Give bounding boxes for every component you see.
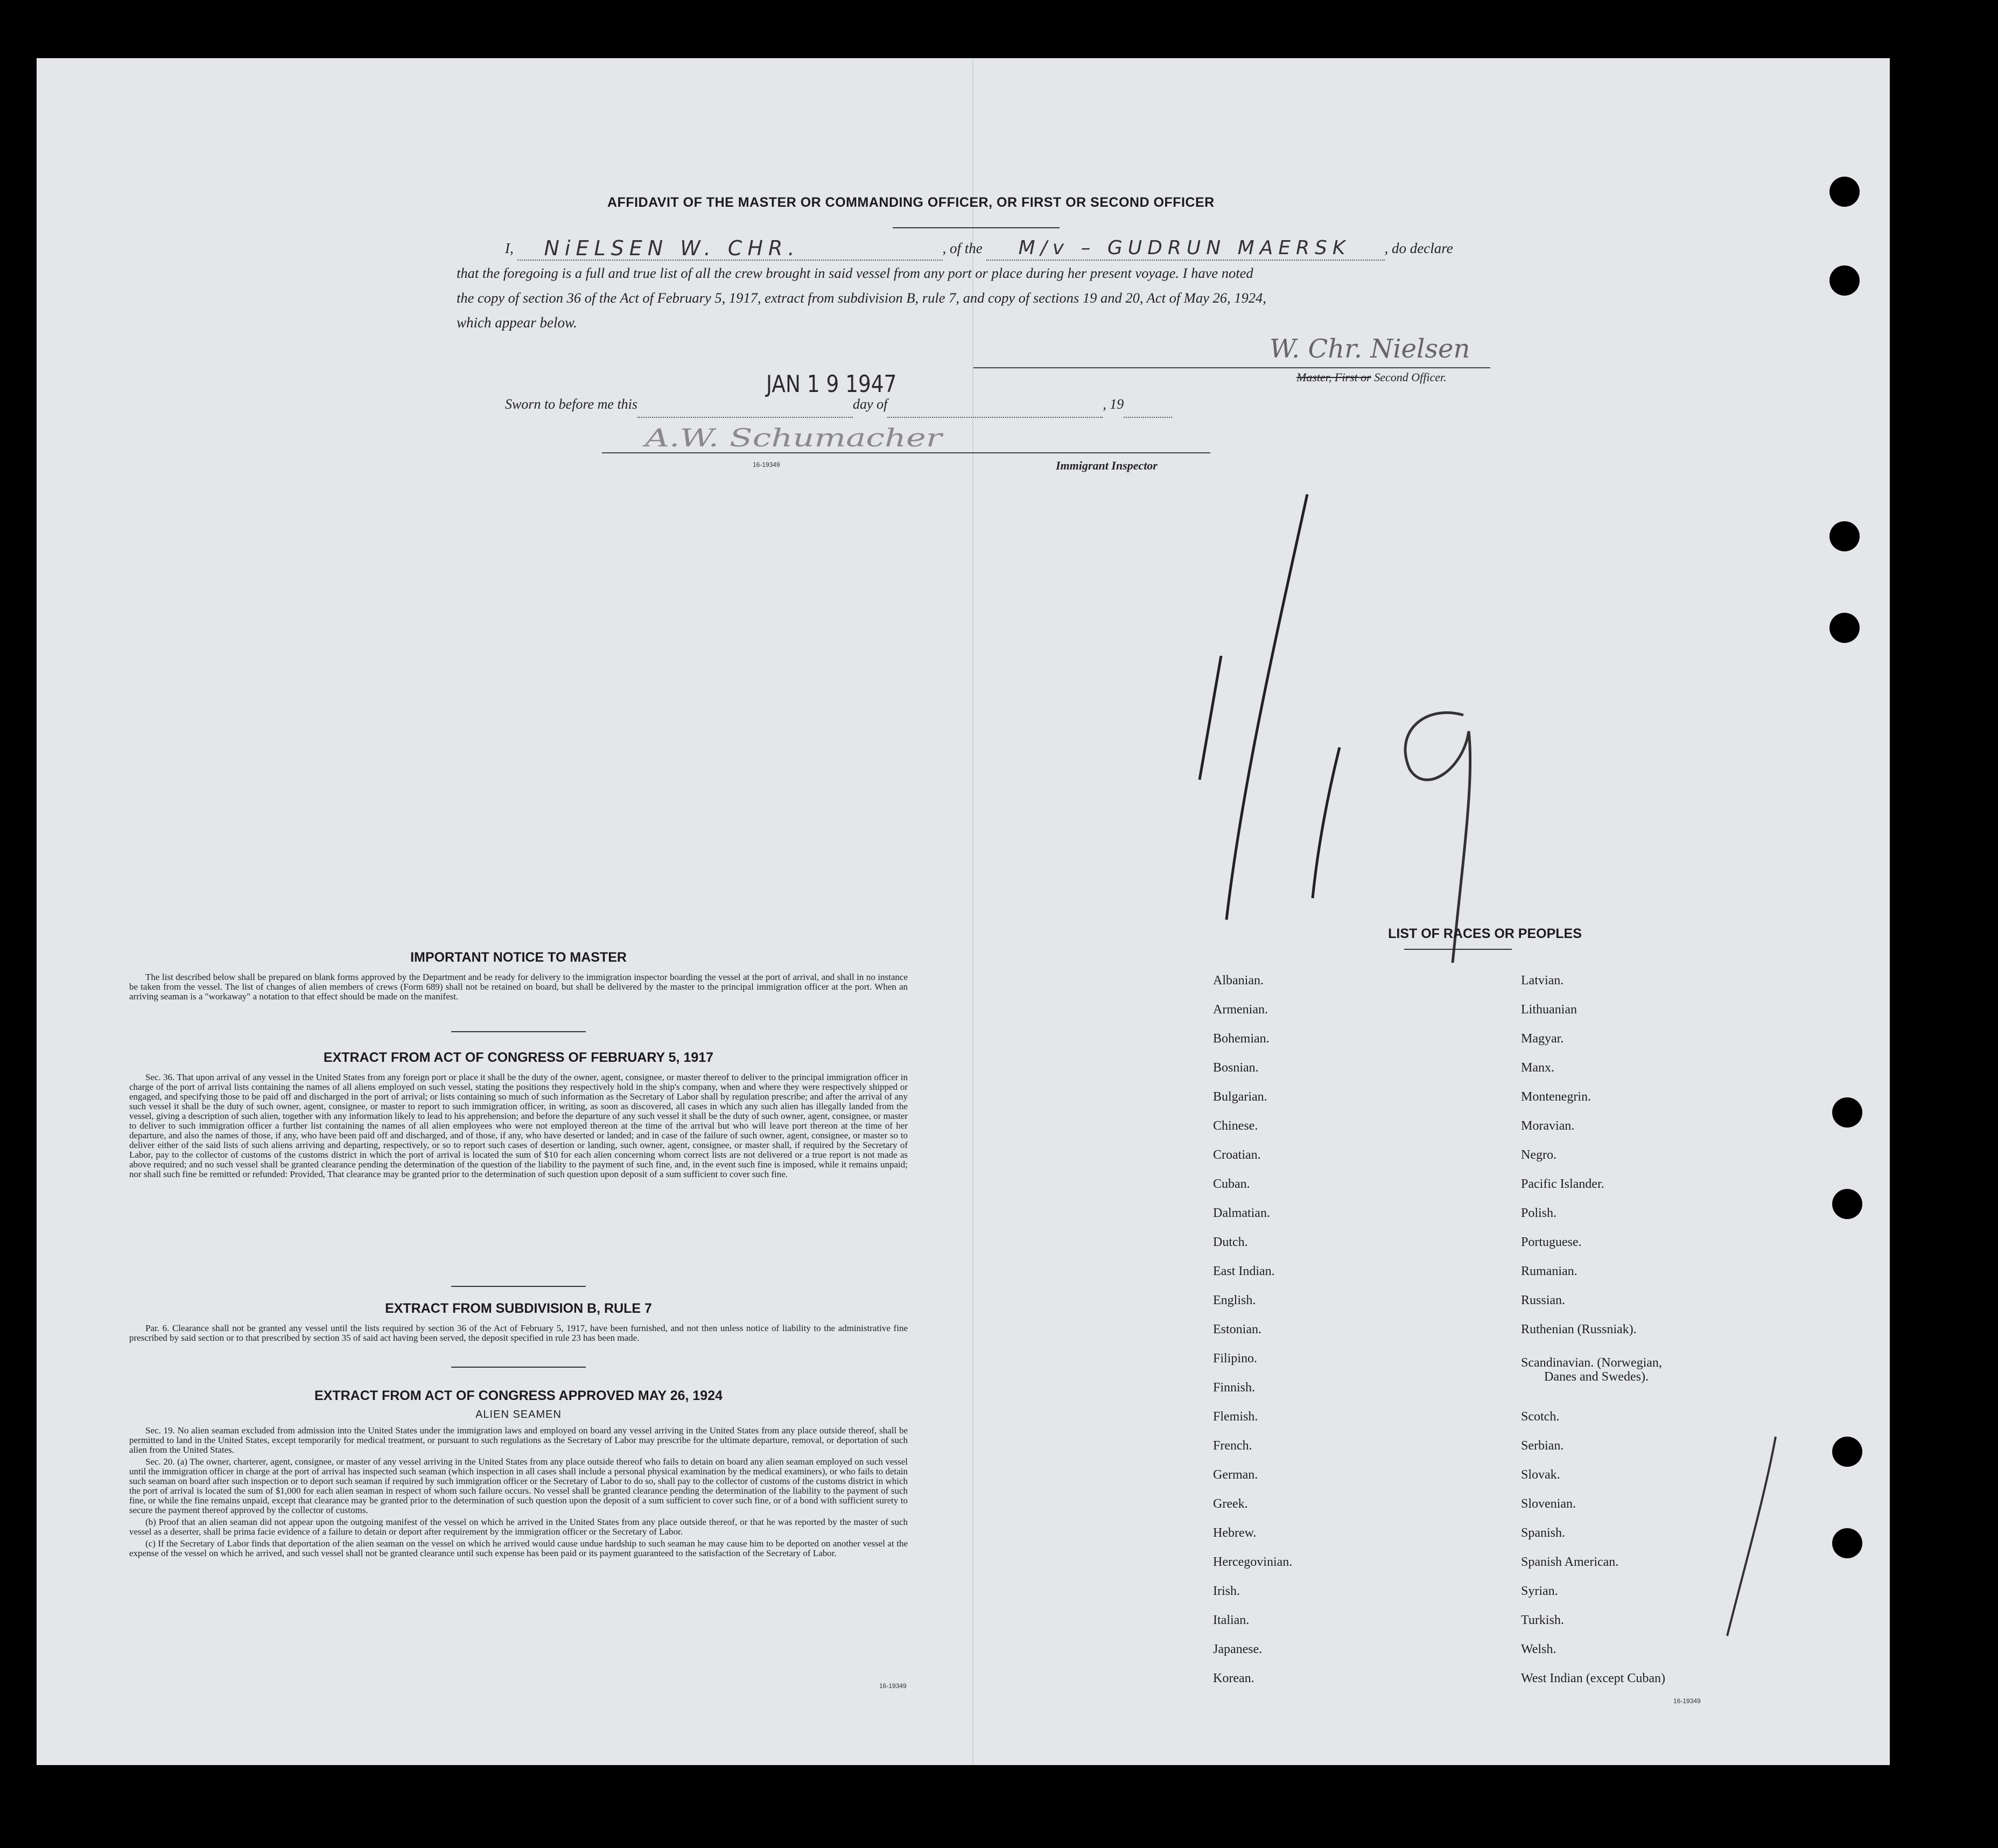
sec20c-paragraph: (c) If the Secretary of Labor finds that deportation of the alien seaman on the vessel on which he arrived would cause undue hardship to such seaman he may cause him to be deported on another vessel at the expense of the vessel on which he arrived, and such vessel shall not be granted clearance until such expense has been paid or its payment guaranteed to the satisfaction of the Secretary of Labor. (129, 1538, 908, 1558)
race-item: Flemish. (1213, 1410, 1258, 1424)
race-item: Magyar. (1521, 1032, 1564, 1046)
race-item: Portuguese. (1521, 1235, 1582, 1249)
master-caption-rest: Second Officer. (1374, 370, 1447, 384)
extract-1917-text (129, 1073, 908, 1181)
i-label: I, (505, 240, 514, 256)
punch-hole (1829, 177, 1860, 207)
race-item: Japanese. (1213, 1642, 1263, 1656)
sworn-year-label: , 19 (1103, 396, 1124, 412)
race-item: Spanish. (1521, 1526, 1566, 1540)
race-item: German. (1213, 1468, 1258, 1482)
race-item: Filipino. (1213, 1352, 1258, 1366)
race-item: Bulgarian. (1213, 1090, 1267, 1104)
race-item: Korean. (1213, 1671, 1254, 1685)
inspector-label: Immigrant Inspector (1056, 459, 1158, 472)
extract-1924-title: EXTRACT FROM ACT OF CONGRESS APPROVED MAY 26, 1924 (314, 1388, 723, 1403)
master-signature: W. Chr. Nielsen (1270, 334, 1470, 364)
right-form-number: 16-19349 (1673, 1697, 1701, 1705)
race-item: Hebrew. (1213, 1526, 1257, 1540)
race-item: Estonian. (1213, 1322, 1261, 1336)
rule7-text (129, 1324, 908, 1345)
sworn-line (505, 392, 1172, 418)
notice-title: IMPORTANT NOTICE TO MASTER (410, 950, 627, 965)
sworn-year-field (1124, 392, 1172, 418)
handwritten-stroke-bottom (1727, 1437, 1776, 1636)
rule7-title: EXTRACT FROM SUBDIVISION B, RULE 7 (385, 1301, 652, 1316)
left-form-number: 16-19349 (879, 1682, 907, 1690)
race-item: Montenegrin. (1521, 1090, 1591, 1104)
rule7-paragraph: Par. 6. Clearance shall not be granted any vessel until the lists required by section 36 of the Act of February 5, 1917, have been furnished, and not then unless notice of liability to the administrative fine prescribed by said section or to that prescribed by section 35 of said act having been served, the deposit specified in rule 23 has been made. (129, 1323, 908, 1343)
race-item: Slovak. (1521, 1468, 1560, 1482)
extract-1917-rule (451, 1286, 586, 1287)
vessel-name-field (986, 238, 1385, 261)
races-title: LIST OF RACES OR PEOPLES (1388, 926, 1582, 941)
handwritten-mark-svg (1146, 478, 1533, 963)
race-item: Dutch. (1213, 1235, 1248, 1249)
punch-hole (1832, 1528, 1862, 1558)
notice-paragraph: The list described below shall be prepared on blank forms approved by the Department and be ready for delivery to the immigration inspector boarding the vessel at the port of arrival, and shall in no instance be taken from the vessel. The list of changes of alien members of crews (Form 689) shall not be retained on board, but shall be delivered by the master to the principal immigration officer at the port. When an arriving seaman is a "workaway" a notation to that effect should be made on the manifest. (129, 972, 908, 1002)
race-item: Danes and Swedes). (1544, 1370, 1649, 1384)
race-item: Turkish. (1521, 1613, 1564, 1627)
vessel-name: M/v – GUDRUN MAERSK (1018, 237, 1351, 259)
race-item: Russian. (1521, 1293, 1566, 1307)
extract-1917-paragraph: Sec. 36. That upon arrival of any vessel in the United States from any foreign port or place it shall be the duty of the owner, agent, consignee, or master thereof to deliver to the principal immigration officer in charge of the port of arrival lists containing the names of all aliens employed on such vessel, stating the positions they respectively hold in the ship's company, when and where they were respectively shipped or engaged, and specifying those to be paid off and discharged in the port of arrival; or lists containing so much of such information as the Secretary of Labor shall by regulation prescribe; and after the arrival of any such vessel it shall be the duty of such owner, agent, consignee, or master to report to such immigration officer, in writing, as soon as discovered, all cases in which any such alien has illegally landed from the vessel, giving a description of such alien, together with any information likely to lead to his apprehension; and before the departure of any such vessel it shall be the duty of such owner, agent, consignee, or master to deliver to such immigration officer a further list containing the names of all alien employees who were not employed thereon at the time of the arrival but who will leave port thereon at the time of her departure, and also the names of those, if any, who have been paid off and discharged, and of those, if any, who have deserted or landed; and in case of the failure of such owner, agent, consignee, or master so to deliver either of the said lists of such aliens arriving and departing, respectively, or so to report such cases of desertion or landing, such owner, agent, consignee, or master shall, if required by the Secretary of Labor, pay to the collector of customs of the customs district in which the port of arrival is located the sum of $10 for each alien concerning whom correct lists are not delivered or a true report is not made as above required; and no such vessel shall be granted clearance pending the determination of the question of the liability to the payment of such fine, and, in the event such fine is imposed, while it remains unpaid; nor shall such fine be remitted or refunded: Provided, That clearance may be granted prior to the determination of such question upon deposit of a sum sufficient to cover such fine. (129, 1072, 908, 1179)
punch-hole (1829, 521, 1860, 551)
affidavit-form-number: 16-19349 (753, 461, 780, 468)
race-item: French. (1213, 1439, 1252, 1453)
sec20b-paragraph: (b) Proof that an alien seaman did not appear upon the outgoing manifest of the vessel on which he arrived in the United States from any place outside thereof, or that he was reported by the master of such vessel as a deserter, shall be prima facie evidence of a failure to detain or deport after requirement by the immigration officer or the Secretary of Labor. (129, 1517, 908, 1537)
sworn-day-field (637, 392, 853, 418)
handwritten-stroke-4a (1200, 656, 1221, 780)
race-item: Manx. (1521, 1061, 1554, 1075)
handwritten-stroke-1 (1313, 747, 1340, 898)
affidavit-title: AFFIDAVIT OF THE MASTER OR COMMANDING OFFICER, OR FIRST OR SECOND OFFICER (607, 195, 1215, 210)
sworn-day-label: day of (853, 396, 888, 412)
affidavit-line-4: which appear below. (457, 314, 577, 331)
race-item: Spanish American. (1521, 1555, 1619, 1569)
notice-text (129, 972, 908, 1004)
sec20a-paragraph: Sec. 20. (a) The owner, charterer, agent, consignee, or master of any vessel arriving in the United States from any place outside thereof who fails to detain on board any alien seaman employed on such vessel until the immigration officer in charge at the port of arrival has inspected such seaman (which inspection in all cases shall include a personal physical examination by the medical examiners), or who fails to detain such seaman on board after such inspection or to deport such seaman if required by such immigration officer or the Secretary of Labor to do so, shall pay to the collector of customs of the customs district in which the port of arrival is located the sum of $1,000 for each alien seaman in respect of whom such failure occurs. No vessel shall be granted clearance pending the determination of the liability to the payment of such fine, or while the fine remains unpaid, except that clearance may be granted prior to the determination of such question upon the deposit of a sum sufficient to cover such fine, or of a bond with sufficient surety to secure the payment thereof approved by the collector of customs. (129, 1457, 908, 1515)
race-item: West Indian (except Cuban) (1521, 1671, 1665, 1685)
title-rule (893, 227, 1060, 228)
race-item: East Indian. (1213, 1264, 1275, 1278)
race-item: Italian. (1213, 1613, 1250, 1627)
affidavit-line-2: that the foregoing is a full and true list of all the crew brought in said vessel from any port or place during her present voyage. I have noted (457, 265, 1253, 281)
extract-1917-title: EXTRACT FROM ACT OF CONGRESS OF FEBRUARY 5, 1917 (323, 1050, 714, 1065)
sec19-paragraph: Sec. 19. No alien seaman excluded from admission into the United States under the immigration laws and employed on board any vessel arriving in the United States from any place outside thereof, shall be permitted to land in the United States, except temporarily for medical treatment, or pursuant to such regulations as the Secretary of Labor may prescribe for the ultimate departure, removal, or deportation of such alien from the United States. (129, 1425, 908, 1455)
punch-hole (1829, 265, 1860, 296)
race-item: Irish. (1213, 1584, 1240, 1598)
do-declare-label: , do declare (1384, 240, 1453, 256)
punch-hole (1832, 1437, 1862, 1467)
races-rule (1404, 949, 1512, 950)
race-item: Ruthenian (Russniak). (1521, 1322, 1637, 1336)
officer-name-field (517, 238, 943, 261)
race-item: Bosnian. (1213, 1061, 1259, 1075)
master-signature-line (973, 367, 1490, 368)
race-item: Polish. (1521, 1206, 1557, 1220)
race-item: Scotch. (1521, 1410, 1560, 1424)
punch-hole (1832, 1097, 1862, 1128)
handwritten-stroke-9 (1405, 713, 1470, 963)
race-item: Pacific Islander. (1521, 1177, 1604, 1191)
race-item: Welsh. (1521, 1642, 1557, 1656)
master-caption (1296, 370, 1447, 384)
race-item: Latvian. (1521, 974, 1564, 988)
race-item: Albanian. (1213, 974, 1264, 988)
race-item: Moravian. (1521, 1119, 1575, 1133)
handwritten-stroke-svg (1722, 1431, 1786, 1647)
race-item: Serbian. (1521, 1439, 1564, 1453)
race-item: Bohemian. (1213, 1032, 1270, 1046)
race-item: Rumanian. (1521, 1264, 1578, 1278)
race-item: Syrian. (1521, 1584, 1558, 1598)
race-item: Scandinavian. (Norwegian, (1521, 1356, 1662, 1370)
sworn-prefix: Sworn to before me this (505, 396, 638, 412)
officer-name: NiELSEN W. CHR. (544, 236, 800, 260)
inspector-signature-line (602, 452, 1210, 453)
inspector-signature: A.W. Schumacher (645, 423, 942, 452)
document-page (37, 58, 1890, 1765)
master-caption-struck: Master, First or (1296, 370, 1371, 384)
page-fold (972, 58, 973, 1765)
affidavit-line-3: the copy of section 36 of the Act of February 5, 1917, extract from subdivision B, rule 7, and copy of sections 19 and 20, Act of May 26, 1924, (457, 290, 1266, 306)
race-item: Slovenian. (1521, 1497, 1576, 1511)
race-item: Cuban. (1213, 1177, 1250, 1191)
date-stamp: JAN 1 9 1947 (766, 370, 897, 398)
race-item: Greek. (1213, 1497, 1248, 1511)
rule7-rule (451, 1367, 586, 1368)
race-item: Finnish. (1213, 1381, 1256, 1395)
extract-1924-text (129, 1426, 908, 1560)
of-the-label: , of the (942, 240, 983, 256)
race-item: English. (1213, 1293, 1256, 1307)
race-item: Armenian. (1213, 1003, 1268, 1017)
notice-rule (451, 1031, 586, 1032)
race-item: Chinese. (1213, 1119, 1258, 1133)
race-item: Croatian. (1213, 1148, 1261, 1162)
race-item: Lithuanian (1521, 1003, 1577, 1017)
handwritten-stroke-4b (1226, 494, 1307, 920)
punch-hole (1832, 1189, 1862, 1219)
punch-hole (1829, 613, 1860, 643)
sworn-month-field (887, 392, 1103, 418)
extract-1924-subtitle: ALIEN SEAMEN (475, 1409, 562, 1420)
race-item: Negro. (1521, 1148, 1557, 1162)
affidavit-line-1 (505, 236, 1528, 261)
race-item: Hercegovinian. (1213, 1555, 1293, 1569)
race-item: Dalmatian. (1213, 1206, 1270, 1220)
